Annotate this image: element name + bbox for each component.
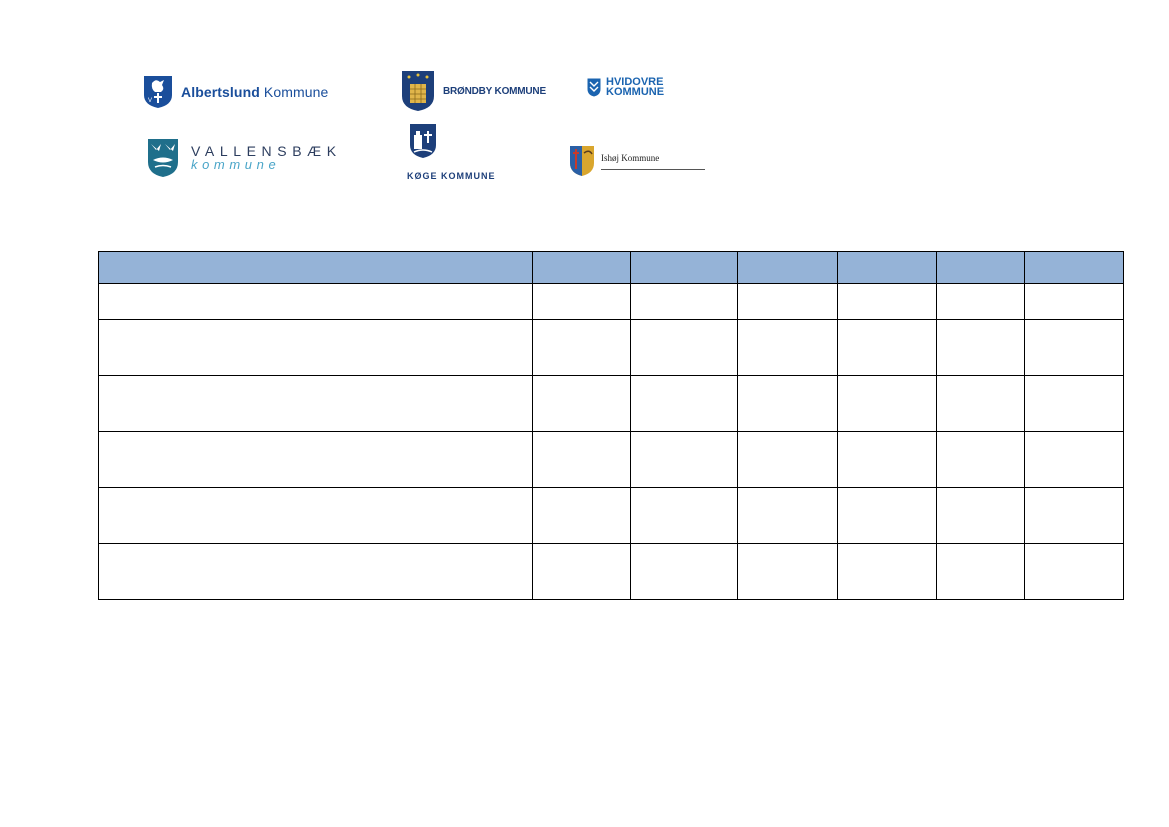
- table-cell[interactable]: [631, 544, 738, 600]
- table-cell[interactable]: [631, 376, 738, 432]
- brondby-name: BRØNDBY KOMMUNE: [443, 85, 546, 97]
- table-header-cell: [99, 252, 533, 284]
- table-cell[interactable]: [99, 376, 533, 432]
- table-cell[interactable]: [838, 544, 937, 600]
- table-cell[interactable]: [99, 544, 533, 600]
- table-cell[interactable]: [99, 432, 533, 488]
- table-cell[interactable]: [1025, 432, 1124, 488]
- table-header-cell: [937, 252, 1025, 284]
- table-cell[interactable]: [738, 544, 838, 600]
- table-cell[interactable]: [631, 320, 738, 376]
- table-cell[interactable]: [99, 284, 533, 320]
- vallensbaek-logo: [147, 138, 342, 178]
- koge-logo: [407, 123, 497, 180]
- table-cell[interactable]: [631, 284, 738, 320]
- table-row: [99, 432, 1124, 488]
- table-cell[interactable]: [533, 544, 631, 600]
- table-header-cell: [631, 252, 738, 284]
- table-cell[interactable]: [937, 544, 1025, 600]
- table-cell[interactable]: [631, 488, 738, 544]
- table-cell[interactable]: [937, 320, 1025, 376]
- svg-text:V: V: [148, 98, 153, 104]
- table-header-cell: [738, 252, 838, 284]
- ishoj-logo: [569, 145, 705, 177]
- koge-name: KØGE KOMMUNE: [407, 171, 496, 180]
- vallensbaek-crest-icon: [147, 138, 179, 178]
- table-cell[interactable]: [838, 284, 937, 320]
- table-cell[interactable]: [937, 432, 1025, 488]
- table-cell[interactable]: [738, 432, 838, 488]
- table-cell[interactable]: [99, 488, 533, 544]
- table-cell[interactable]: [1025, 320, 1124, 376]
- table-cell[interactable]: [937, 284, 1025, 320]
- table-cell[interactable]: [99, 320, 533, 376]
- table-header-row: [99, 252, 1124, 284]
- table-row: [99, 544, 1124, 600]
- table-row: [99, 284, 1124, 320]
- table-cell[interactable]: [1025, 376, 1124, 432]
- ishoj-crest-icon: [569, 145, 595, 177]
- table-header-cell: [533, 252, 631, 284]
- hvidovre-crest-icon: [587, 78, 601, 97]
- brondby-crest-icon: [401, 70, 435, 112]
- table-cell[interactable]: [838, 376, 937, 432]
- table-cell[interactable]: [738, 488, 838, 544]
- table-cell[interactable]: [1025, 488, 1124, 544]
- table-header-cell: [838, 252, 937, 284]
- koge-crest-icon: [409, 123, 437, 159]
- brondby-logo: [401, 70, 546, 112]
- table-cell[interactable]: [738, 376, 838, 432]
- table-row: [99, 376, 1124, 432]
- table-cell[interactable]: [1025, 284, 1124, 320]
- hvidovre-name: HVIDOVRE KOMMUNE: [606, 76, 665, 98]
- table-row: [99, 488, 1124, 544]
- table-header-cell: [1025, 252, 1124, 284]
- table-cell[interactable]: [533, 488, 631, 544]
- table-cell[interactable]: [631, 432, 738, 488]
- albertslund-name: Albertslund Kommune: [181, 84, 329, 100]
- table-row: [99, 320, 1124, 376]
- table-cell[interactable]: [937, 488, 1025, 544]
- albertslund-logo: [143, 75, 328, 109]
- table-cell[interactable]: [838, 488, 937, 544]
- table-cell[interactable]: [738, 284, 838, 320]
- hvidovre-logo: [587, 77, 664, 97]
- table-cell[interactable]: [838, 320, 937, 376]
- ishoj-name: Ishøj Kommune: [601, 153, 660, 163]
- table-cell[interactable]: [738, 320, 838, 376]
- table-cell[interactable]: [533, 320, 631, 376]
- table-cell[interactable]: [533, 376, 631, 432]
- table-cell[interactable]: [533, 284, 631, 320]
- albertslund-crest-icon: [143, 75, 173, 109]
- table-cell[interactable]: [1025, 544, 1124, 600]
- table-cell[interactable]: [937, 376, 1025, 432]
- schedule-table: [98, 251, 1124, 600]
- table-cell[interactable]: [838, 432, 937, 488]
- vallensbaek-name: VALLENSBÆK kommune: [191, 143, 342, 172]
- table-cell[interactable]: [533, 432, 631, 488]
